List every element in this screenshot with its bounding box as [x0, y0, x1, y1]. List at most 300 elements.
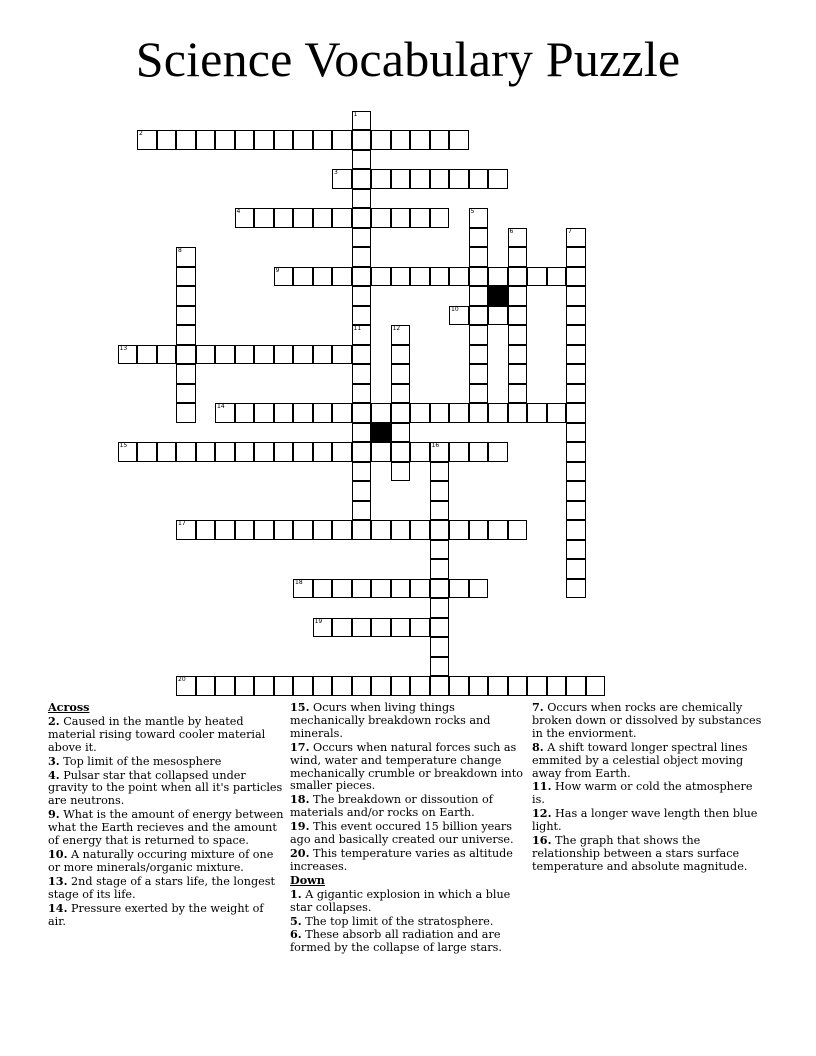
grid-cell[interactable]	[410, 208, 430, 228]
grid-cell[interactable]	[313, 618, 333, 638]
grid-cell[interactable]	[469, 384, 489, 404]
clue-number-label: 20	[178, 676, 186, 683]
grid-cell[interactable]	[391, 345, 411, 365]
clue-number-label: 15	[119, 442, 128, 449]
grid-cell[interactable]	[313, 345, 333, 365]
clue-text: The top limit of the stratosphere.	[305, 914, 494, 928]
clue-number-label: 7	[568, 227, 572, 235]
grid-cell[interactable]	[391, 403, 411, 423]
grid-cell[interactable]	[371, 130, 391, 150]
grid-cell[interactable]	[508, 676, 528, 696]
clue-number: 4.	[48, 767, 60, 782]
clue-section-heading: Down	[290, 872, 325, 887]
grid-cell[interactable]	[566, 325, 586, 345]
grid-cell[interactable]	[469, 247, 489, 267]
grid-cell[interactable]	[254, 345, 274, 365]
grid-cell[interactable]	[391, 130, 411, 150]
grid-cell[interactable]	[566, 364, 586, 384]
grid-cell[interactable]	[352, 676, 372, 696]
clue-text: How warm or cold the atmosphere is.	[532, 780, 753, 807]
grid-cell[interactable]	[488, 306, 508, 326]
grid-cell[interactable]	[566, 228, 586, 248]
grid-cell[interactable]	[430, 130, 450, 150]
clue-text: A naturally occuring mixture of one or more minerals/organic mixture.	[48, 847, 274, 874]
grid-cell[interactable]	[449, 579, 469, 599]
grid-cell[interactable]	[137, 130, 157, 150]
grid-cell[interactable]	[332, 208, 352, 228]
grid-cell[interactable]	[410, 403, 430, 423]
grid-cell[interactable]	[352, 247, 372, 267]
grid-cell[interactable]	[410, 169, 430, 189]
grid-cell[interactable]	[352, 423, 372, 443]
grid-cell[interactable]	[527, 676, 547, 696]
grid-cell[interactable]	[566, 442, 586, 462]
grid-cell[interactable]	[352, 345, 372, 365]
page-title: Science Vocabulary Puzzle	[135, 31, 681, 87]
grid-cell[interactable]	[176, 267, 196, 287]
grid-cell[interactable]	[371, 579, 391, 599]
grid-cell[interactable]	[430, 559, 450, 579]
clue-number: 3.	[48, 753, 60, 768]
grid-cell[interactable]	[469, 325, 489, 345]
grid-cell[interactable]	[391, 462, 411, 482]
grid-cell[interactable]	[274, 267, 294, 287]
grid-cell[interactable]	[352, 462, 372, 482]
clue-number: 13.	[48, 873, 68, 888]
grid-cell[interactable]	[293, 208, 313, 228]
grid-cell[interactable]	[137, 442, 157, 462]
grid-cell[interactable]	[391, 364, 411, 384]
grid-cell[interactable]	[469, 306, 489, 326]
clue	[532, 834, 768, 874]
grid-cell[interactable]	[586, 676, 606, 696]
grid-cell[interactable]	[430, 481, 450, 501]
grid-cell[interactable]	[391, 442, 411, 462]
grid-cell[interactable]	[391, 208, 411, 228]
grid-cell[interactable]	[352, 384, 372, 404]
grid-cell[interactable]	[566, 501, 586, 521]
grid-cell[interactable]	[215, 520, 235, 540]
grid-cell[interactable]	[391, 169, 411, 189]
grid-cell[interactable]	[157, 130, 177, 150]
clue	[532, 741, 768, 781]
grid-cell[interactable]	[508, 345, 528, 365]
grid-cell[interactable]	[430, 598, 450, 618]
grid-cell[interactable]	[566, 345, 586, 365]
grid-cell[interactable]	[313, 676, 333, 696]
grid-cell[interactable]	[176, 306, 196, 326]
grid-cell[interactable]	[527, 267, 547, 287]
grid-cell[interactable]	[371, 442, 391, 462]
grid-cell[interactable]	[313, 403, 333, 423]
grid-cell[interactable]	[566, 520, 586, 540]
grid-cell[interactable]	[410, 130, 430, 150]
grid-cell[interactable]	[352, 403, 372, 423]
grid-cell[interactable]	[313, 520, 333, 540]
grid-cell[interactable]	[352, 306, 372, 326]
grid-cell[interactable]	[352, 520, 372, 540]
grid-cell[interactable]	[566, 384, 586, 404]
grid-cell[interactable]	[176, 403, 196, 423]
grid-cell[interactable]	[391, 676, 411, 696]
grid-cell[interactable]	[410, 618, 430, 638]
grid-cell[interactable]	[176, 384, 196, 404]
grid-cell[interactable]	[566, 559, 586, 579]
grid-cell[interactable]	[566, 286, 586, 306]
grid-cell[interactable]	[488, 520, 508, 540]
clue-number: 9.	[48, 807, 60, 822]
grid-cell[interactable]	[352, 579, 372, 599]
grid-cell[interactable]	[566, 540, 586, 560]
grid-cell[interactable]	[118, 442, 138, 462]
grid-cell[interactable]	[196, 345, 216, 365]
grid-cell[interactable]	[371, 208, 391, 228]
grid-cell[interactable]	[371, 169, 391, 189]
grid-cell[interactable]	[235, 676, 255, 696]
clue-section-heading: Across	[48, 700, 90, 714]
clue	[290, 701, 526, 741]
grid-cell[interactable]	[352, 228, 372, 248]
grid-cell[interactable]	[254, 676, 274, 696]
clue-text: The graph that shows the relationship between a stars surface temperature and absolute magnitude.	[532, 834, 748, 873]
clue	[290, 928, 526, 955]
grid-cell[interactable]	[391, 618, 411, 638]
grid-cell[interactable]	[293, 130, 313, 150]
grid-cell[interactable]	[469, 208, 489, 228]
clue-text: Occurs when rocks are chemically broken down or dissolved by substances in the enviorment.	[532, 701, 762, 740]
clue	[290, 741, 526, 794]
clue-text: 2nd stage of a stars life, the longest stage of its life.	[48, 874, 275, 901]
grid-cell[interactable]	[313, 208, 333, 228]
grid-cell[interactable]	[332, 345, 352, 365]
grid-cell[interactable]	[235, 520, 255, 540]
grid-cell[interactable]	[430, 462, 450, 482]
grid-cell[interactable]	[274, 676, 294, 696]
grid-cell[interactable]	[352, 169, 372, 189]
grid-cell[interactable]	[508, 267, 528, 287]
grid-cell[interactable]	[508, 286, 528, 306]
grid-cell[interactable]	[430, 657, 450, 677]
grid-cell[interactable]	[469, 345, 489, 365]
clue-number: 11.	[532, 779, 552, 794]
clue-number-label: 1	[353, 110, 358, 118]
grid-cell[interactable]	[410, 442, 430, 462]
grid-cell[interactable]	[118, 345, 138, 365]
clues-column-3	[532, 701, 768, 874]
grid-cell[interactable]	[313, 130, 333, 150]
grid-cell[interactable]	[371, 676, 391, 696]
grid-cell[interactable]	[215, 403, 235, 423]
clue	[48, 875, 284, 902]
grid-cell[interactable]	[235, 130, 255, 150]
grid-cell[interactable]	[430, 267, 450, 287]
clue	[290, 888, 526, 915]
clue	[48, 715, 284, 755]
grid-cell[interactable]	[274, 403, 294, 423]
grid-cell[interactable]	[469, 228, 489, 248]
grid-cell[interactable]	[274, 520, 294, 540]
grid-cell[interactable]	[235, 442, 255, 462]
clue-text: What is the amount of energy between what the Earth recieves and the amount of energy that is returned to space.	[48, 808, 284, 848]
grid-cell[interactable]	[527, 403, 547, 423]
clue-number: 5.	[290, 913, 302, 928]
grid-cell[interactable]	[254, 130, 274, 150]
grid-cell[interactable]	[352, 325, 372, 345]
grid-cell[interactable]	[332, 618, 352, 638]
grid-cell[interactable]	[410, 520, 430, 540]
grid-cell[interactable]	[469, 442, 489, 462]
grid-cell[interactable]	[371, 520, 391, 540]
clue-text: Occurs when natural forces such as wind, water and temperature change mechanically crumble or breakdown into smaller pieces.	[290, 740, 523, 793]
grid-cell[interactable]	[274, 130, 294, 150]
grid-cell[interactable]	[371, 267, 391, 287]
grid-cell[interactable]	[430, 579, 450, 599]
grid-cell[interactable]	[449, 267, 469, 287]
grid-cell[interactable]	[469, 579, 489, 599]
grid-cell[interactable]	[430, 540, 450, 560]
grid-cell[interactable]	[313, 442, 333, 462]
grid-cell[interactable]	[352, 111, 372, 131]
clues-column-2	[290, 701, 526, 955]
grid-cell[interactable]	[566, 676, 586, 696]
grid-cell[interactable]	[430, 501, 450, 521]
grid-cell[interactable]	[566, 579, 586, 599]
grid-cell[interactable]	[508, 384, 528, 404]
grid-cell[interactable]	[391, 579, 411, 599]
grid-cell[interactable]	[469, 364, 489, 384]
grid-cell[interactable]	[391, 267, 411, 287]
clue-number-label: 3	[334, 169, 338, 176]
grid-cell[interactable]	[547, 676, 567, 696]
clue-number: 1.	[290, 886, 302, 901]
grid-cell[interactable]	[235, 403, 255, 423]
grid-cell[interactable]	[176, 364, 196, 384]
grid-cell[interactable]	[176, 676, 196, 696]
clue	[48, 808, 284, 848]
grid-cell[interactable]	[293, 442, 313, 462]
grid-cell[interactable]	[352, 267, 372, 287]
clue-number-label: 8	[178, 247, 182, 254]
grid-cell[interactable]	[469, 286, 489, 306]
grid-cell[interactable]	[566, 403, 586, 423]
grid-cell[interactable]	[469, 403, 489, 423]
grid-cell[interactable]	[176, 130, 196, 150]
clue-text: Pressure exerted by the weight of air.	[48, 901, 264, 928]
clue-number-label: 10	[451, 305, 459, 313]
grid-cell[interactable]	[352, 189, 372, 209]
clue-number-label: 16	[431, 442, 440, 449]
grid-cell[interactable]	[547, 267, 567, 287]
clue	[532, 807, 768, 834]
black-cell	[371, 423, 391, 443]
grid-cell[interactable]	[313, 267, 333, 287]
grid-cell[interactable]	[293, 520, 313, 540]
grid-cell[interactable]	[332, 130, 352, 150]
grid-cell[interactable]	[566, 267, 586, 287]
grid-cell[interactable]	[410, 267, 430, 287]
grid-cell[interactable]	[508, 247, 528, 267]
clue	[290, 793, 526, 820]
grid-cell[interactable]	[332, 169, 352, 189]
grid-cell[interactable]	[196, 676, 216, 696]
grid-cell[interactable]	[293, 403, 313, 423]
grid-cell[interactable]	[332, 267, 352, 287]
grid-cell[interactable]	[488, 403, 508, 423]
grid-cell[interactable]	[235, 208, 255, 228]
clue-number: 18.	[290, 792, 310, 807]
grid-cell[interactable]	[391, 325, 411, 345]
clue	[290, 820, 526, 847]
clue-number-label: 19	[314, 617, 323, 625]
clue-number: 7.	[532, 700, 544, 714]
grid-cell[interactable]	[566, 462, 586, 482]
grid-cell[interactable]	[332, 676, 352, 696]
clue-number: 6.	[290, 927, 302, 942]
grid-cell[interactable]	[449, 169, 469, 189]
grid-cell[interactable]	[410, 676, 430, 696]
grid-cell[interactable]	[274, 208, 294, 228]
grid-cell[interactable]	[176, 442, 196, 462]
clue	[48, 755, 284, 769]
grid-cell[interactable]	[293, 345, 313, 365]
grid-cell[interactable]	[352, 150, 372, 170]
grid-cell[interactable]	[235, 345, 255, 365]
grid-cell[interactable]	[449, 442, 469, 462]
clue-text: Ocurs when living things mechanically breakdown rocks and minerals.	[290, 701, 491, 740]
grid-cell[interactable]	[176, 520, 196, 540]
grid-cell[interactable]	[430, 618, 450, 638]
grid-cell[interactable]	[176, 325, 196, 345]
clue-number: 2.	[48, 713, 60, 728]
grid-cell[interactable]	[508, 306, 528, 326]
grid-cell[interactable]	[254, 208, 274, 228]
grid-cell[interactable]	[196, 520, 216, 540]
grid-cell[interactable]	[430, 403, 450, 423]
grid-cell[interactable]	[391, 520, 411, 540]
grid-cell[interactable]	[566, 306, 586, 326]
grid-cell[interactable]	[449, 403, 469, 423]
clue-number-label: 18	[295, 578, 303, 586]
grid-cell[interactable]	[352, 481, 372, 501]
grid-cell[interactable]	[215, 676, 235, 696]
clue-text: Has a longer wave length then blue light.	[532, 807, 758, 834]
clue-number: 8.	[532, 739, 544, 754]
grid-cell[interactable]	[391, 384, 411, 404]
grid-cell[interactable]	[371, 618, 391, 638]
grid-cell[interactable]	[293, 579, 313, 599]
grid-cell[interactable]	[254, 520, 274, 540]
grid-cell[interactable]	[293, 676, 313, 696]
grid-cell[interactable]	[430, 637, 450, 657]
grid-cell[interactable]	[508, 520, 528, 540]
grid-cell[interactable]	[254, 442, 274, 462]
grid-cell[interactable]	[469, 520, 489, 540]
grid-cell[interactable]	[196, 130, 216, 150]
clue-number: 15.	[290, 700, 310, 714]
clue-number-label: 4	[236, 208, 241, 215]
clue-text: This temperature varies as altitude increases.	[290, 846, 513, 873]
grid-cell[interactable]	[449, 676, 469, 696]
grid-cell[interactable]	[215, 442, 235, 462]
grid-cell[interactable]	[274, 442, 294, 462]
grid-cell[interactable]	[430, 520, 450, 540]
grid-cell[interactable]	[352, 442, 372, 462]
grid-cell[interactable]	[254, 403, 274, 423]
grid-cell[interactable]	[332, 442, 352, 462]
grid-cell[interactable]	[488, 267, 508, 287]
clue-number: 16.	[532, 833, 552, 848]
grid-cell[interactable]	[488, 442, 508, 462]
grid-cell[interactable]	[215, 130, 235, 150]
grid-cell[interactable]	[449, 130, 469, 150]
grid-cell[interactable]	[488, 676, 508, 696]
grid-cell[interactable]	[391, 423, 411, 443]
grid-cell[interactable]	[508, 228, 528, 248]
grid-cell[interactable]	[352, 501, 372, 521]
grid-cell[interactable]	[352, 286, 372, 306]
clue-number-label: 17	[178, 520, 186, 527]
clues-column-1	[48, 701, 284, 928]
grid-cell[interactable]	[508, 364, 528, 384]
grid-cell[interactable]	[293, 267, 313, 287]
clue-number-label: 13	[119, 344, 128, 352]
grid-cell[interactable]	[313, 579, 333, 599]
grid-cell[interactable]	[566, 247, 586, 267]
grid-cell[interactable]	[332, 520, 352, 540]
grid-cell[interactable]	[157, 345, 177, 365]
clue-text: Top limit of the mesosphere	[63, 754, 222, 768]
grid-cell[interactable]	[469, 676, 489, 696]
grid-cell[interactable]	[176, 247, 196, 267]
grid-cell[interactable]	[352, 208, 372, 228]
clue-text: Caused in the mantle by heated material rising toward cooler material above it.	[48, 714, 266, 754]
grid-cell[interactable]	[274, 345, 294, 365]
grid-cell[interactable]	[196, 442, 216, 462]
grid-cell[interactable]	[469, 169, 489, 189]
grid-cell[interactable]	[157, 442, 177, 462]
grid-cell[interactable]	[449, 306, 469, 326]
grid-cell[interactable]	[566, 423, 586, 443]
grid-cell[interactable]	[566, 481, 586, 501]
grid-cell[interactable]	[449, 520, 469, 540]
grid-cell[interactable]	[469, 267, 489, 287]
grid-cell[interactable]	[508, 325, 528, 345]
clue	[48, 848, 284, 875]
grid-cell[interactable]	[332, 579, 352, 599]
grid-cell[interactable]	[430, 676, 450, 696]
grid-cell[interactable]	[176, 345, 196, 365]
clue-number-label: 12	[392, 325, 401, 332]
grid-cell[interactable]	[547, 403, 567, 423]
clue-text: Pulsar star that collapsed under gravity to the point when all it's particles are neutrons.	[48, 768, 283, 808]
grid-cell[interactable]	[352, 130, 372, 150]
grid-cell[interactable]	[215, 345, 235, 365]
grid-cell[interactable]	[488, 169, 508, 189]
grid-cell[interactable]	[430, 208, 450, 228]
grid-cell[interactable]	[410, 579, 430, 599]
grid-cell[interactable]	[137, 345, 157, 365]
grid-cell[interactable]	[508, 403, 528, 423]
grid-cell[interactable]	[176, 286, 196, 306]
grid-cell[interactable]	[352, 618, 372, 638]
clue-number-label: 2	[139, 130, 143, 137]
grid-cell[interactable]	[332, 403, 352, 423]
clue-number-label: 11	[353, 325, 362, 332]
grid-cell[interactable]	[352, 364, 372, 384]
grid-cell[interactable]	[430, 442, 450, 462]
grid-cell[interactable]	[430, 169, 450, 189]
grid-cell[interactable]	[371, 403, 391, 423]
